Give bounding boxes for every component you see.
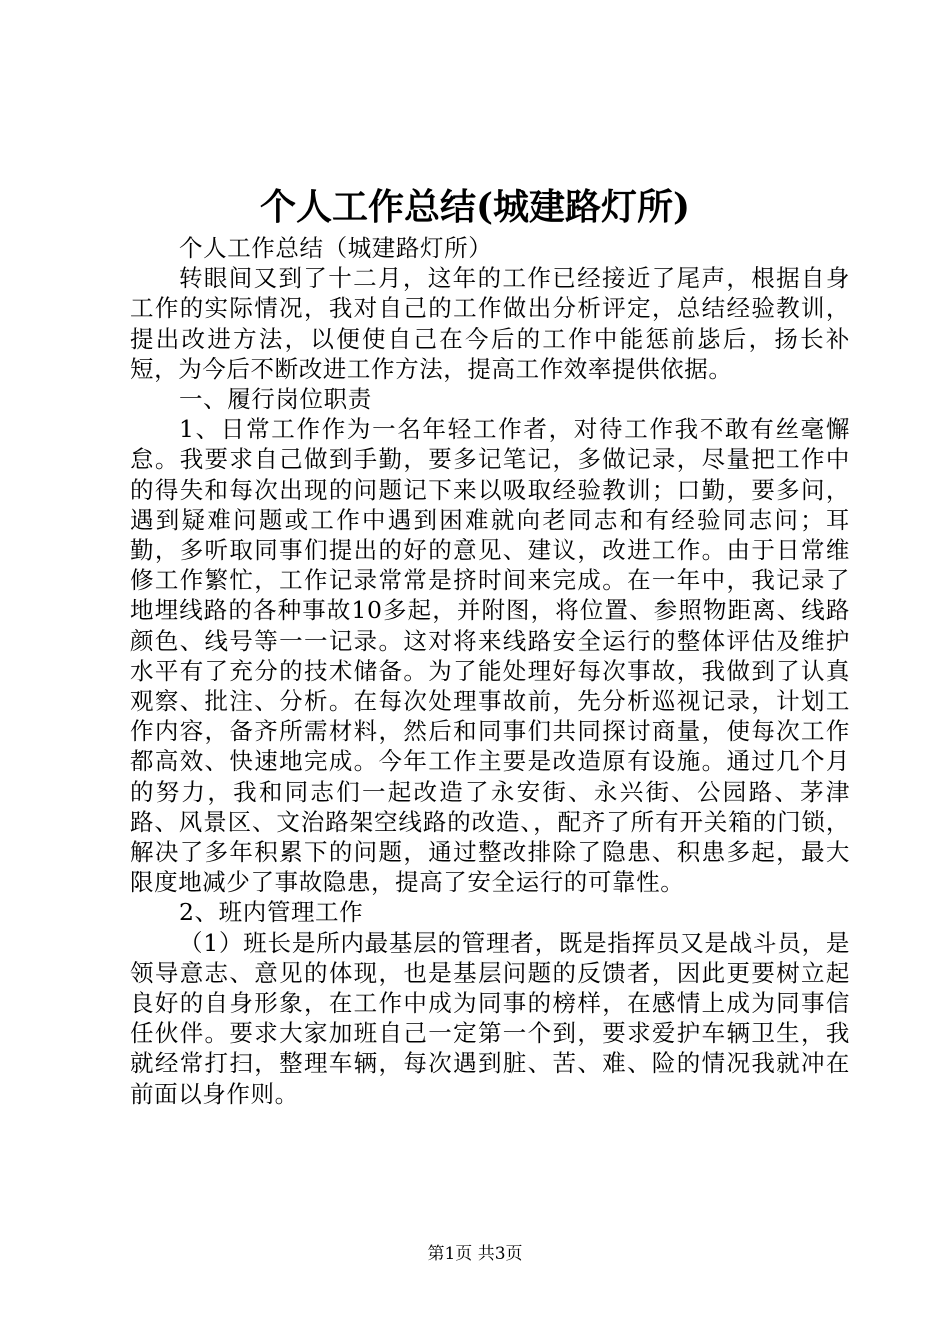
document-body	[130, 233, 850, 1109]
daily-work-paragraph: 1、日常工作作为一名年轻工作者，对待工作我不敢有丝毫懈怠。我要求自己做到手勤，要多记笔记，多做记录，尽量把工作中的得失和每次出现的问题记下来以吸取经验教训；口勤，要多问，遇到疑难问题或工作中遇到困难就向老同志和有经验同志问；耳勤，多听取同事们提出的好的意见、建议，改进工作。由于日常维修工作繁忙，工作记录常常是挤时间来完成。在一年中，我记录了地埋线路的各种事故10多起，并附图，将位置、参照物距离、线路颜色、线号等一一记录。这对将来线路安全运行的整体评估及维护水平有了充分的技术储备。为了能处理好每次事故，我做到了认真观察、批注、分析。在每次处理事故前，先分析巡视记录，计划工作内容，备齐所需材料，然后和同事们共同探讨商量，使每次工作都高效、快速地完成。今年工作主要是改造原有设施。通过几个月的努力，我和同志们一起改造了永安街、永兴街、公园路、茅津路、风景区、文治路架空线路的改造、，配齐了所有开关箱的门锁，解决了多年积累下的问题，通过整改排除了隐患、积患多起，最大限度地减少了事故隐患，提高了安全运行的可靠性。	[130, 415, 850, 897]
page-footer: 第1页 共3页	[427, 1244, 523, 1264]
intro-paragraph: 转眼间又到了十二月，这年的工作已经接近了尾声，根据自身工作的实际情况，我对自己的工作做出分析评定，总结经验教训，提出改进方法，以便使自己在今后的工作中能惩前毖后，扬长补短，为今后不断改进工作方法，提高工作效率提供依据。	[130, 264, 850, 383]
document-title: 个人工作总结(城建路灯所)	[259, 186, 691, 228]
section-heading-duties: 一、履行岗位职责	[179, 385, 372, 414]
section-heading-team-management: 2、班内管理工作	[179, 898, 364, 927]
subtitle-paragraph: 个人工作总结（城建路灯所）	[179, 234, 493, 262]
team-leader-paragraph: （1）班长是所内最基层的管理者，既是指挥员又是战斗员，是领导意志、意见的体现，也是基层问题的反馈者，因此更要树立起良好的自身形象，在工作中成为同事的榜样，在感情上成为同事信任伙伴。要求大家加班自己一定第一个到，要求爱护车辆卫生，我就经常打扫，整理车辆，每次遇到脏、苦、难、险的情况我就冲在前面以身作则。	[130, 928, 850, 1108]
